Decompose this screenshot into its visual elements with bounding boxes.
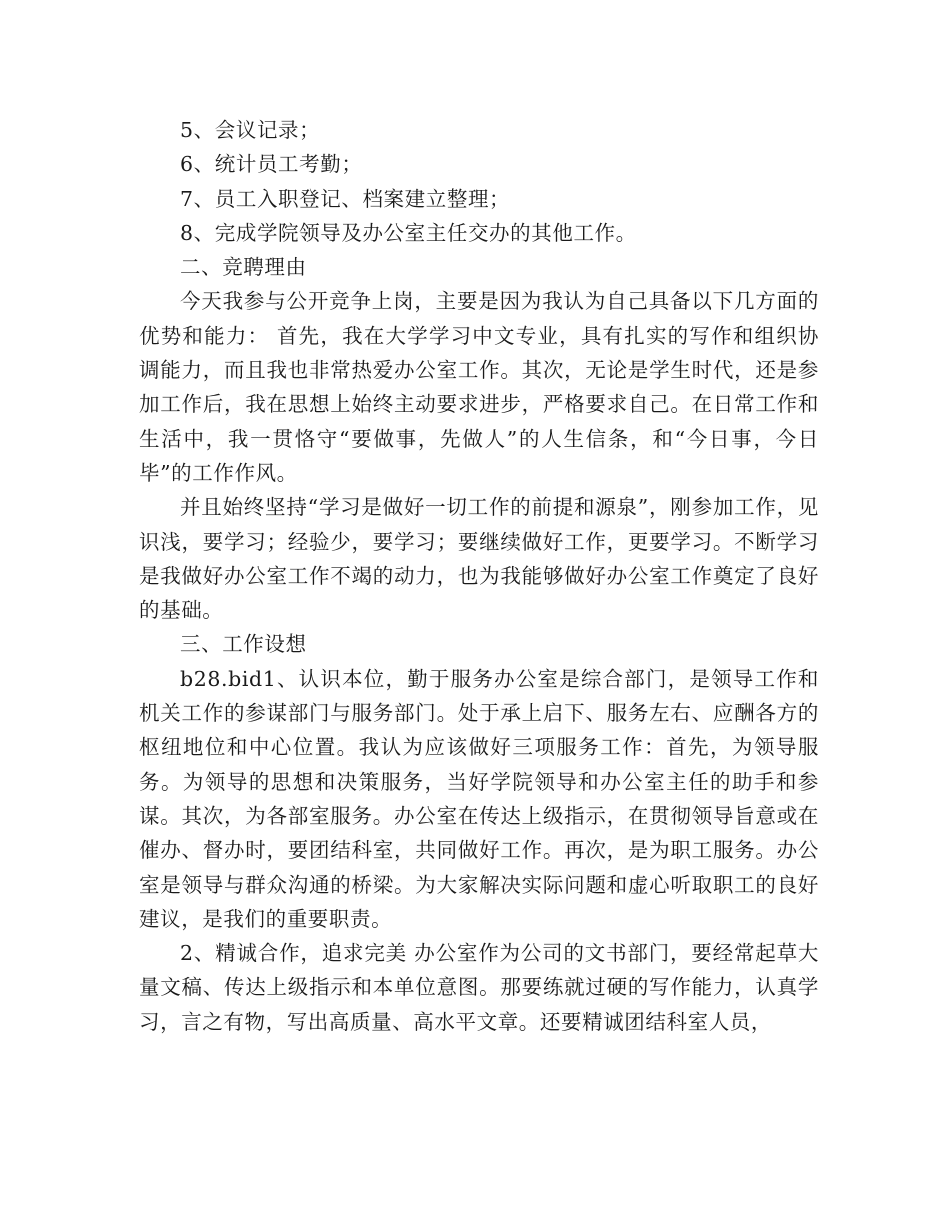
paragraph-service: b28.bid1、认识本位，勤于服务办公室是综合部门，是领导工作和机关工作的参谋部门与服务部门。处于承上启下、服务左右、应酬各方的枢纽地位和中心位置。我认为应该做好三项服务工作：首先，为领导服务。为领导的思想和决策服务，当好学院领导和办公室主任的助手和参谋。其次，为各部室服务。办公室在传达上级指示，在贯彻领导旨意或在催办、督办时，要团结科室，共同做好工作。再次，是为职工服务。办公室是领导与群众沟通的桥梁。为大家解决实际问题和虚心听取职工的良好建议，是我们的重要职责。 xyxy=(139,666,819,931)
list-item-other-tasks: 8、完成学院领导及办公室主任交办的其他工作。 xyxy=(180,220,637,245)
list-item-meeting-minutes: 5、会议记录； xyxy=(180,118,321,142)
paragraph-reasons: 今天我参与公开竞争上岗，主要是因为我认为自己具备以下几方面的优势和能力： 首先，我在大学学习中文专业，具有扎实的写作和组织协调能力，而且我也非常热爱办公室工作。其次，无论是学生时代，还是参加工作后，我在思想上始终主动要求进步，严格要求自己。在日常工作和生活中，我一贯恪守“要做事，先做人”的人生信条，和“今日事，今日毕”的工作作风。 xyxy=(139,289,819,485)
list-item-attendance: 6、统计员工考勤； xyxy=(180,152,363,177)
section-heading-reasons: 二、竞聘理由 xyxy=(180,255,307,280)
paragraph-learning: 并且始终坚持“学习是做好一切工作的前提和源泉”，刚参加工作，见识浅，要学习；经验少，要学习；要继续做好工作，更要学习。不断学习是我做好办公室工作不竭的动力，也为我能够做好办公室工作奠定了良好的基础。 xyxy=(139,495,819,623)
section-heading-plans: 三、工作设想 xyxy=(180,632,307,657)
list-item-onboarding: 7、员工入职登记、档案建立整理； xyxy=(180,186,511,211)
paragraph-cooperation: 2、精诚合作，追求完美 办公室作为公司的文书部门，要经常起草大量文稿、传达上级指示和本单位意图。那要练就过硬的写作能力，认真学习，言之有物，写出高质量、高水平文章。还要精诚团结科室人员， xyxy=(139,941,819,1034)
document-body xyxy=(139,113,819,1039)
